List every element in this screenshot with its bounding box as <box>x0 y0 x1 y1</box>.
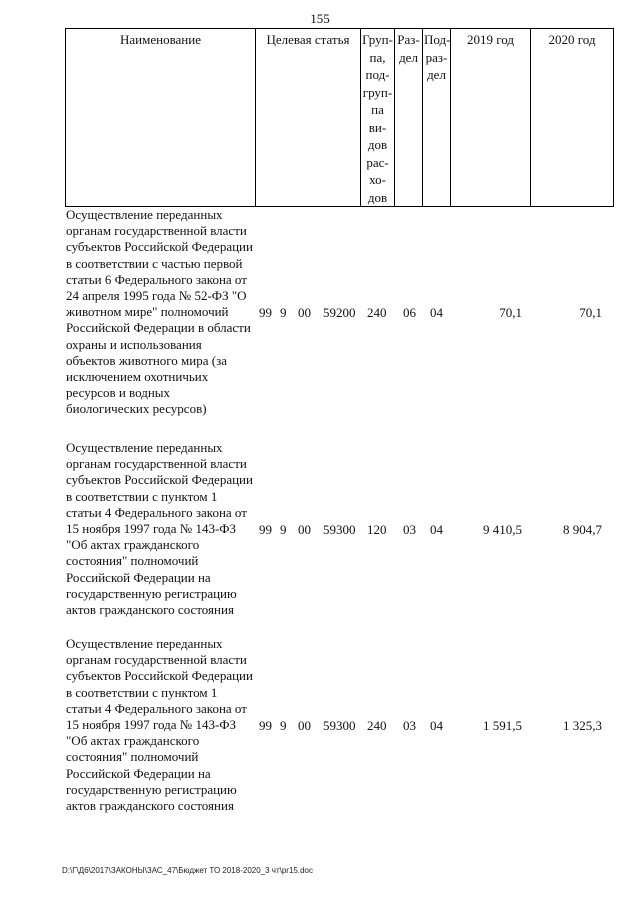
code-program: 99 <box>259 522 272 537</box>
code-subprogram: 9 <box>280 305 287 320</box>
row-name-line: 15 ноября 1997 года № 143-ФЗ <box>66 717 237 733</box>
row-name <box>66 440 258 618</box>
row-name-line: ресурсов и водных <box>66 385 171 401</box>
row-name-line: государственную регистрацию <box>66 781 237 797</box>
header-group-line: дов <box>367 137 388 152</box>
header-group-line: под- <box>365 67 390 82</box>
row-name-line: органам государственной власти <box>66 652 247 668</box>
expense-group: 240 <box>367 718 387 733</box>
row-name-line: статьи 4 Федерального закона от <box>66 700 247 716</box>
row-name-line: актов гражданского состояния <box>66 602 234 618</box>
row-name-line: животном мире" полномочий <box>66 304 229 320</box>
row-name-line: Российской Федерации в области <box>66 320 251 336</box>
header-group-line: хо- <box>369 172 386 187</box>
row-name-line: состояния" полномочий <box>66 553 199 569</box>
section-code: 06 <box>403 305 416 320</box>
header-subsection-line: дел <box>427 67 446 82</box>
row-name-line: состояния" полномочий <box>66 749 199 765</box>
row-name-line: в соответствии с пунктом 1 <box>66 488 218 504</box>
header-section <box>395 29 423 207</box>
header-group-line: Груп- <box>362 32 393 47</box>
code-item: 59300 <box>323 522 356 537</box>
value-2019: 70,1 <box>499 305 522 320</box>
expense-group: 240 <box>367 305 387 320</box>
value-2020: 8 904,7 <box>563 522 602 537</box>
section-code: 03 <box>403 718 416 733</box>
row-name-line: органам государственной власти <box>66 223 247 239</box>
row-name-line: Российской Федерации на <box>66 765 211 781</box>
header-group <box>361 29 395 207</box>
header-group-line: па ви- <box>368 102 387 135</box>
header-year-2020: 2020 год <box>531 29 614 207</box>
header-year-2019: 2019 год <box>451 29 531 207</box>
header-name: Наименование <box>66 29 256 207</box>
page-number: 155 <box>310 11 330 26</box>
row-name-line: 15 ноября 1997 года № 143-ФЗ <box>66 521 237 537</box>
row-name-line: статьи 6 Федерального закона от <box>66 271 247 287</box>
value-2020: 70,1 <box>579 305 602 320</box>
row-name-line: статьи 4 Федерального закона от <box>66 504 247 520</box>
code-direction: 00 <box>298 305 311 320</box>
table-header <box>65 28 614 207</box>
row-name-line: 24 апреля 1995 года № 52-ФЗ "О <box>66 288 247 304</box>
header-section-line: Раз- <box>397 32 420 47</box>
subsection-code: 04 <box>430 522 443 537</box>
header-subsection-line: Под- <box>424 32 451 47</box>
header-section-line: дел <box>399 49 418 65</box>
row-name-line: Осуществление переданных <box>66 636 223 651</box>
header-group-line: рас- <box>366 154 389 170</box>
header-subsection <box>423 29 451 207</box>
code-program: 99 <box>259 305 272 320</box>
row-name-line: в соответствии с частью первой <box>66 255 243 271</box>
row-name-line: "Об актах гражданского <box>66 537 200 553</box>
row-name-line: в соответствии с пунктом 1 <box>66 684 218 700</box>
code-program: 99 <box>259 718 272 733</box>
row-name-line: биологических ресурсов) <box>66 401 207 417</box>
row-name-line: органам государственной власти <box>66 456 247 472</box>
header-group-line: груп- <box>362 84 393 100</box>
code-direction: 00 <box>298 718 311 733</box>
section-code: 03 <box>403 522 416 537</box>
row-name-line: Осуществление переданных <box>66 207 223 222</box>
row-name-line: объектов животного мира (за <box>66 352 227 368</box>
code-subprogram: 9 <box>280 718 287 733</box>
row-name-line: актов гражданского состояния <box>66 798 234 814</box>
code-item: 59300 <box>323 718 356 733</box>
value-2019: 1 591,5 <box>483 718 522 733</box>
header-group-line: дов <box>367 189 388 205</box>
value-2020: 1 325,3 <box>563 718 602 733</box>
row-name-line: субъектов Российской Федерации <box>66 472 253 488</box>
row-name-line: "Об актах гражданского <box>66 733 200 749</box>
row-name <box>66 636 258 814</box>
header-group-line: па, <box>369 49 386 65</box>
row-name-line: субъектов Российской Федерации <box>66 239 253 255</box>
row-name-line: Осуществление переданных <box>66 440 223 455</box>
row-name-line: государственную регистрацию <box>66 585 237 601</box>
row-name-line: исключением охотничьих <box>66 369 209 385</box>
code-subprogram: 9 <box>280 522 287 537</box>
row-name-line: охраны и использования <box>66 336 202 352</box>
code-item: 59200 <box>323 305 356 320</box>
header-target: Целевая статья <box>256 29 361 207</box>
row-name-line: субъектов Российской Федерации <box>66 668 253 684</box>
code-direction: 00 <box>298 522 311 537</box>
row-name <box>66 207 258 418</box>
expense-group: 120 <box>367 522 387 537</box>
value-2019: 9 410,5 <box>483 522 522 537</box>
row-name-line: Российской Федерации на <box>66 569 211 585</box>
subsection-code: 04 <box>430 305 443 320</box>
file-path-footer: D:\Г\Д6\2017\ЗАКОНЫ\ЗАС_47\Бюджет ТО 2018-2020_3 чт\pr15.doc <box>62 866 313 875</box>
header-subsection-line: раз- <box>425 49 448 65</box>
subsection-code: 04 <box>430 718 443 733</box>
